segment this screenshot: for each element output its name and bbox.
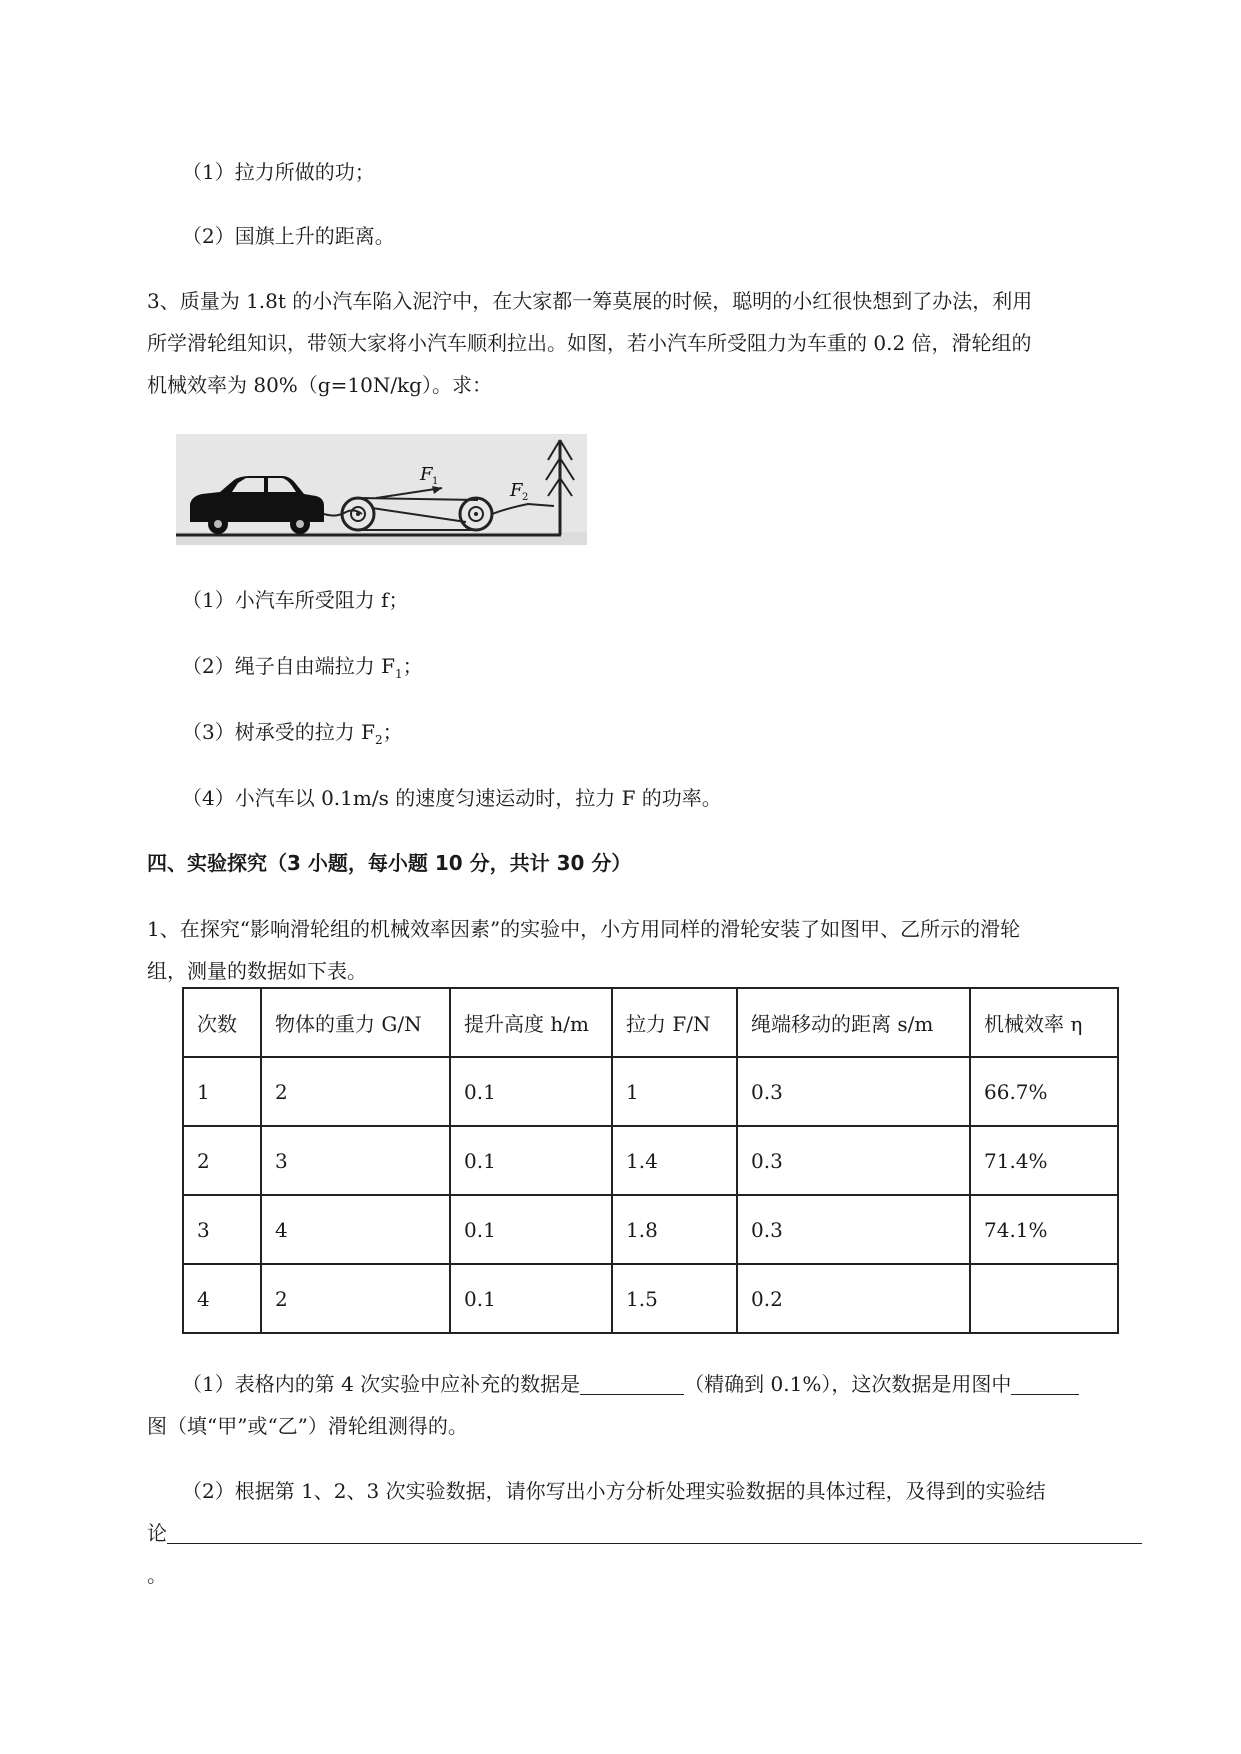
- table-cell: 71.4%: [970, 1126, 1118, 1195]
- question-3-line-2: 所学滑轮组知识，带领大家将小汽车顺利拉出。如图，若小汽车所受阻力为车重的 0.2 倍，滑轮组的: [147, 331, 1032, 355]
- q1-text-b: （精确到 0.1%），这次数据是用图中: [684, 1372, 1012, 1396]
- f2-label: F: [510, 480, 523, 501]
- question-3-part-4: （4）小汽车以 0.1m/s 的速度匀速运动时，拉力 F 的功率。: [182, 786, 722, 810]
- question-3-part-1: （1）小汽车所受阻力 f；: [182, 588, 409, 612]
- answer-blank-figure[interactable]: [1011, 1374, 1079, 1395]
- table-cell: 1.4: [612, 1126, 737, 1195]
- table-header-row: [183, 988, 1118, 1057]
- part-2-punct: ；: [402, 654, 423, 678]
- table-cell: 2: [261, 1264, 450, 1333]
- experiment-question-2-line-1: （2）根据第 1、2、3 次实验数据，请你写出小方分析处理实验数据的具体过程，及得到的实验结: [182, 1479, 1046, 1503]
- table-cell: 3: [183, 1195, 261, 1264]
- experiment-question-1-line-1: [182, 1370, 1079, 1398]
- table-row: [183, 1126, 1118, 1195]
- table-cell: 1: [183, 1057, 261, 1126]
- question-3-part-2: [182, 652, 423, 688]
- experiment-1-line-2: 组，测量的数据如下表。: [147, 959, 367, 983]
- header-cell: 拉力 F/N: [612, 988, 737, 1057]
- q2-text-b: 论: [147, 1521, 167, 1545]
- table-cell: 0.1: [450, 1126, 612, 1195]
- question-part-2: （2）国旗上升的距离。: [182, 224, 395, 248]
- part-2-subscript: 1: [394, 667, 403, 681]
- table-cell: 0.1: [450, 1195, 612, 1264]
- table-cell: [970, 1264, 1118, 1333]
- table-cell: 66.7%: [970, 1057, 1118, 1126]
- table-cell: 0.2: [737, 1264, 970, 1333]
- part-3-subscript: 2: [374, 733, 383, 747]
- table-cell: 4: [261, 1195, 450, 1264]
- table-cell: 0.3: [737, 1195, 970, 1264]
- table-cell: 1: [612, 1057, 737, 1126]
- table-cell: 1.8: [612, 1195, 737, 1264]
- question-3-line-1: 3、质量为 1.8t 的小汽车陷入泥泞中，在大家都一筹莫展的时候，聪明的小红很快想到了办法，利用: [147, 289, 1033, 313]
- header-cell: 机械效率 η: [970, 988, 1118, 1057]
- table-cell: 0.1: [450, 1264, 612, 1333]
- question-3-line-3: 机械效率为 80%（g=10N/kg）。求：: [147, 373, 492, 397]
- table-cell: 0.3: [737, 1057, 970, 1126]
- table-cell: 3: [261, 1126, 450, 1195]
- question-part-1: （1）拉力所做的功；: [182, 160, 375, 184]
- answer-blank-conclusion[interactable]: [167, 1523, 1142, 1544]
- experiment-data-table: [182, 987, 1119, 1334]
- table-cell: 2: [261, 1057, 450, 1126]
- f1-label: F: [420, 464, 433, 485]
- table-cell: 2: [183, 1126, 261, 1195]
- header-cell: 物体的重力 G/N: [261, 988, 450, 1057]
- header-cell: 次数: [183, 988, 261, 1057]
- table-cell: 0.1: [450, 1057, 612, 1126]
- experiment-1-line-1: 1、在探究“影响滑轮组的机械效率因素”的实验中，小方用同样的滑轮安装了如图甲、乙所示的滑轮: [147, 917, 1021, 941]
- part-3-punct: ；: [382, 720, 403, 744]
- table-row: [183, 1264, 1118, 1333]
- experiment-question-2-line-3: 。: [147, 1563, 167, 1587]
- table-cell: 74.1%: [970, 1195, 1118, 1264]
- section-4-heading: 四、实验探究（3 小题，每小题 10 分，共计 30 分）: [147, 851, 632, 875]
- pulley-car-illustration: [176, 434, 587, 545]
- part-3-text: （3）树承受的拉力 F: [182, 720, 375, 744]
- table-cell: 0.3: [737, 1126, 970, 1195]
- answer-blank-efficiency[interactable]: [580, 1374, 684, 1395]
- f2-subscript: 2: [522, 492, 529, 503]
- table-cell: 1.5: [612, 1264, 737, 1333]
- question-3-part-3: [182, 718, 403, 754]
- table-cell: 4: [183, 1264, 261, 1333]
- experiment-question-2-line-2: [147, 1519, 1142, 1547]
- table-row: [183, 1195, 1118, 1264]
- q1-text-a: （1）表格内的第 4 次实验中应补充的数据是: [182, 1372, 581, 1396]
- experiment-question-1-line-2: 图（填“甲”或“乙”）滑轮组测得的。: [147, 1414, 468, 1438]
- f1-subscript: 1: [432, 476, 439, 487]
- pulley-car-figure: [176, 434, 587, 545]
- header-cell: 绳端移动的距离 s/m: [737, 988, 970, 1057]
- table-row: [183, 1057, 1118, 1126]
- part-2-text: （2）绳子自由端拉力 F: [182, 654, 395, 678]
- header-cell: 提升高度 h/m: [450, 988, 612, 1057]
